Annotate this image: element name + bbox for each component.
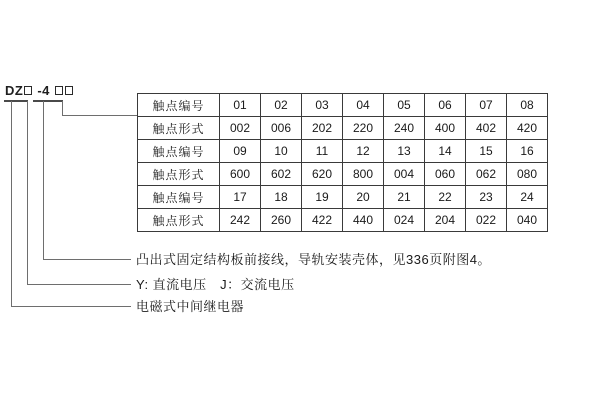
value-cell: 006 <box>261 117 302 140</box>
note-mounting: 凸出式固定结构板前接线，导轨安装壳体，见336页附图4。 <box>136 252 491 267</box>
leader-note3-vertical <box>11 101 12 306</box>
model-placeholder-box <box>24 86 32 95</box>
value-cell: 602 <box>261 163 302 186</box>
value-cell: 12 <box>343 140 384 163</box>
value-cell: 20 <box>343 186 384 209</box>
value-cell: 02 <box>261 94 302 117</box>
model-placeholder-box <box>65 86 73 95</box>
leader-note2-horizontal <box>27 284 131 285</box>
value-cell: 24 <box>507 186 548 209</box>
value-cell: 080 <box>507 163 548 186</box>
value-cell: 004 <box>384 163 425 186</box>
value-cell: 06 <box>425 94 466 117</box>
row-label-cell: 触点形式 <box>138 209 220 232</box>
value-cell: 09 <box>220 140 261 163</box>
value-cell: 08 <box>507 94 548 117</box>
value-cell: 21 <box>384 186 425 209</box>
table-row <box>138 140 548 163</box>
value-cell: 002 <box>220 117 261 140</box>
table-row <box>138 94 548 117</box>
table-row <box>138 186 548 209</box>
row-label-cell: 触点编号 <box>138 140 220 163</box>
contact-table <box>137 93 548 232</box>
row-label-cell: 触点形式 <box>138 163 220 186</box>
value-cell: 242 <box>220 209 261 232</box>
value-cell: 18 <box>261 186 302 209</box>
leader-note1-vertical <box>43 101 44 259</box>
model-code <box>5 83 74 97</box>
tick-under-mid <box>33 100 47 102</box>
value-cell: 202 <box>302 117 343 140</box>
note-relay-type: 电磁式中间继电器 <box>136 299 245 314</box>
leader-note2-vertical <box>27 101 28 284</box>
leader-table-horizontal <box>62 115 137 116</box>
model-placeholder-box <box>55 86 63 95</box>
value-cell: 062 <box>466 163 507 186</box>
value-cell: 14 <box>425 140 466 163</box>
leader-note3-horizontal <box>11 306 131 307</box>
value-cell: 204 <box>425 209 466 232</box>
table-row <box>138 163 548 186</box>
value-cell: 400 <box>425 117 466 140</box>
value-cell: 600 <box>220 163 261 186</box>
row-label-cell: 触点编号 <box>138 186 220 209</box>
value-cell: 040 <box>507 209 548 232</box>
value-cell: 220 <box>343 117 384 140</box>
value-cell: 260 <box>261 209 302 232</box>
value-cell: 060 <box>425 163 466 186</box>
note-voltage-type: Y: 直流电压 J：交流电压 <box>136 277 295 292</box>
model-code-mid: -4 <box>37 82 50 98</box>
tick-under-box23 <box>46 100 63 102</box>
value-cell: 17 <box>220 186 261 209</box>
value-cell: 15 <box>466 140 507 163</box>
value-cell: 10 <box>261 140 302 163</box>
value-cell: 01 <box>220 94 261 117</box>
leader-table-vertical <box>62 101 63 115</box>
contact-table-body <box>138 94 548 232</box>
value-cell: 16 <box>507 140 548 163</box>
value-cell: 620 <box>302 163 343 186</box>
table-row <box>138 117 548 140</box>
value-cell: 07 <box>466 94 507 117</box>
value-cell: 19 <box>302 186 343 209</box>
value-cell: 240 <box>384 117 425 140</box>
row-label-cell: 触点编号 <box>138 94 220 117</box>
value-cell: 23 <box>466 186 507 209</box>
value-cell: 422 <box>302 209 343 232</box>
value-cell: 04 <box>343 94 384 117</box>
value-cell: 05 <box>384 94 425 117</box>
value-cell: 22 <box>425 186 466 209</box>
value-cell: 440 <box>343 209 384 232</box>
value-cell: 024 <box>384 209 425 232</box>
value-cell: 03 <box>302 94 343 117</box>
value-cell: 800 <box>343 163 384 186</box>
model-code-prefix: DZ <box>5 82 24 98</box>
value-cell: 11 <box>302 140 343 163</box>
row-label-cell: 触点形式 <box>138 117 220 140</box>
leader-note1-horizontal <box>43 259 131 260</box>
value-cell: 022 <box>466 209 507 232</box>
value-cell: 402 <box>466 117 507 140</box>
value-cell: 420 <box>507 117 548 140</box>
table-row <box>138 209 548 232</box>
value-cell: 13 <box>384 140 425 163</box>
